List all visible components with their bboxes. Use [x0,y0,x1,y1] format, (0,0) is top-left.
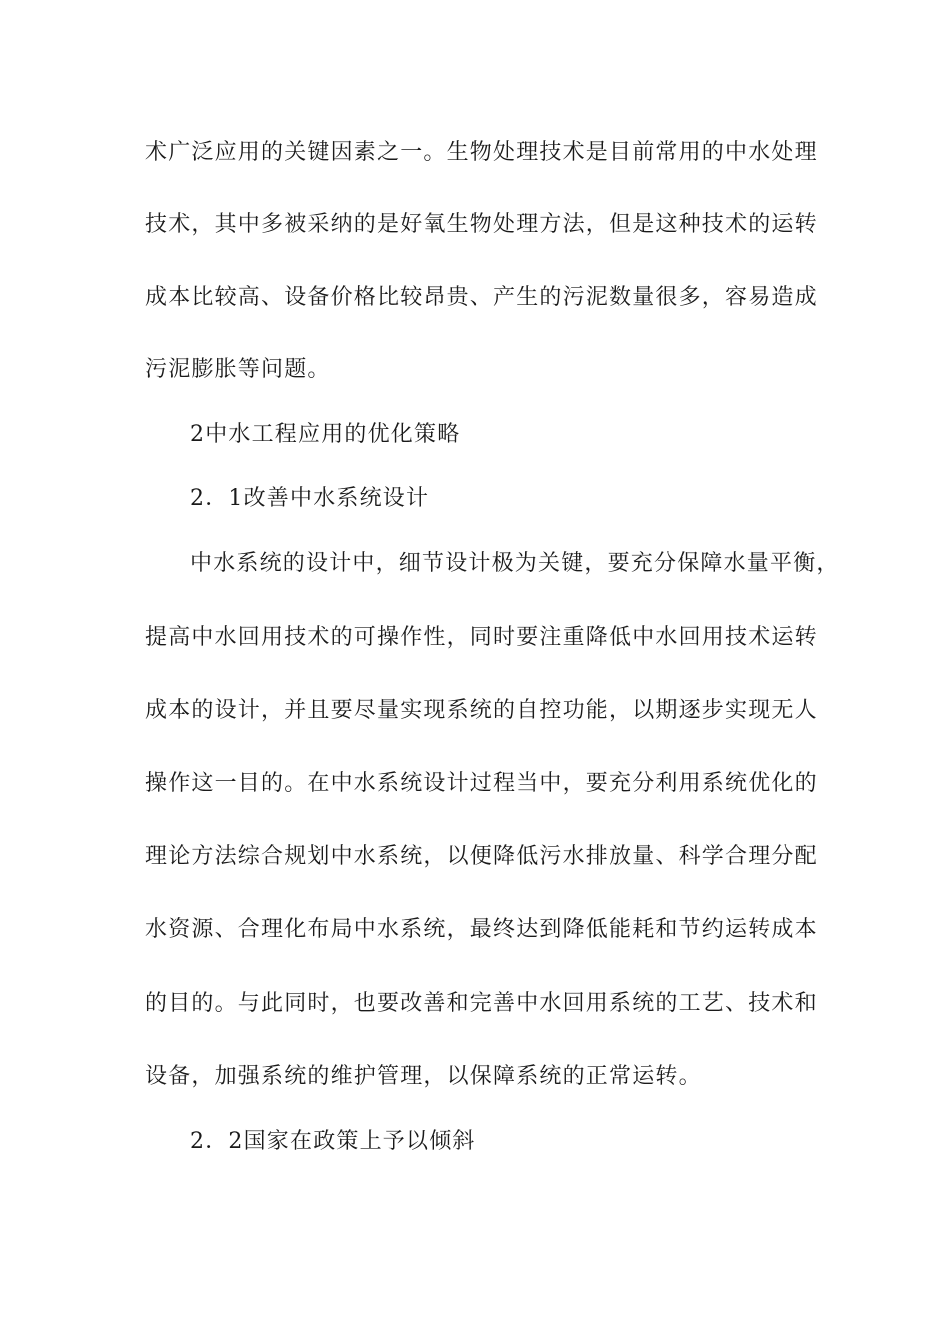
paragraph-line: 操作这一目的。在中水系统设计过程当中，要充分利用系统优化的 [145,771,818,796]
paragraph-line: 设备，加强系统的维护管理，以保障系统的正常运转。 [145,1064,702,1089]
paragraph-line: 术广泛应用的关键因素之一。生物处理技术是目前常用的中水处理 [145,140,818,165]
section-heading: 2中水工程应用的优化策略 [190,422,461,447]
paragraph-line: 中水系统的设计中，细节设计极为关键，要充分保障水量平衡， [190,551,840,576]
paragraph-line: 理论方法综合规划中水系统，以便降低污水排放量、科学合理分配 [145,844,818,869]
paragraph-line: 成本的设计，并且要尽量实现系统的自控功能，以期逐步实现无人 [145,698,818,723]
paragraph-line: 技术，其中多被采纳的是好氧生物处理方法，但是这种技术的运转 [145,212,818,237]
paragraph-line: 提高中水回用技术的可操作性，同时要注重降低中水回用技术运转 [145,625,818,650]
subsection-heading: 2．1改善中水系统设计 [190,486,430,511]
paragraph-line: 的目的。与此同时，也要改善和完善中水回用系统的工艺、技术和 [145,991,818,1016]
paragraph-line: 污泥膨胀等问题。 [145,357,331,382]
paragraph-line: 成本比较高、设备价格比较昂贵、产生的污泥数量很多，容易造成 [145,285,818,310]
subsection-heading: 2．2国家在政策上予以倾斜 [190,1129,476,1154]
paragraph-line: 水资源、合理化布局中水系统，最终达到降低能耗和节约运转成本 [145,917,818,942]
